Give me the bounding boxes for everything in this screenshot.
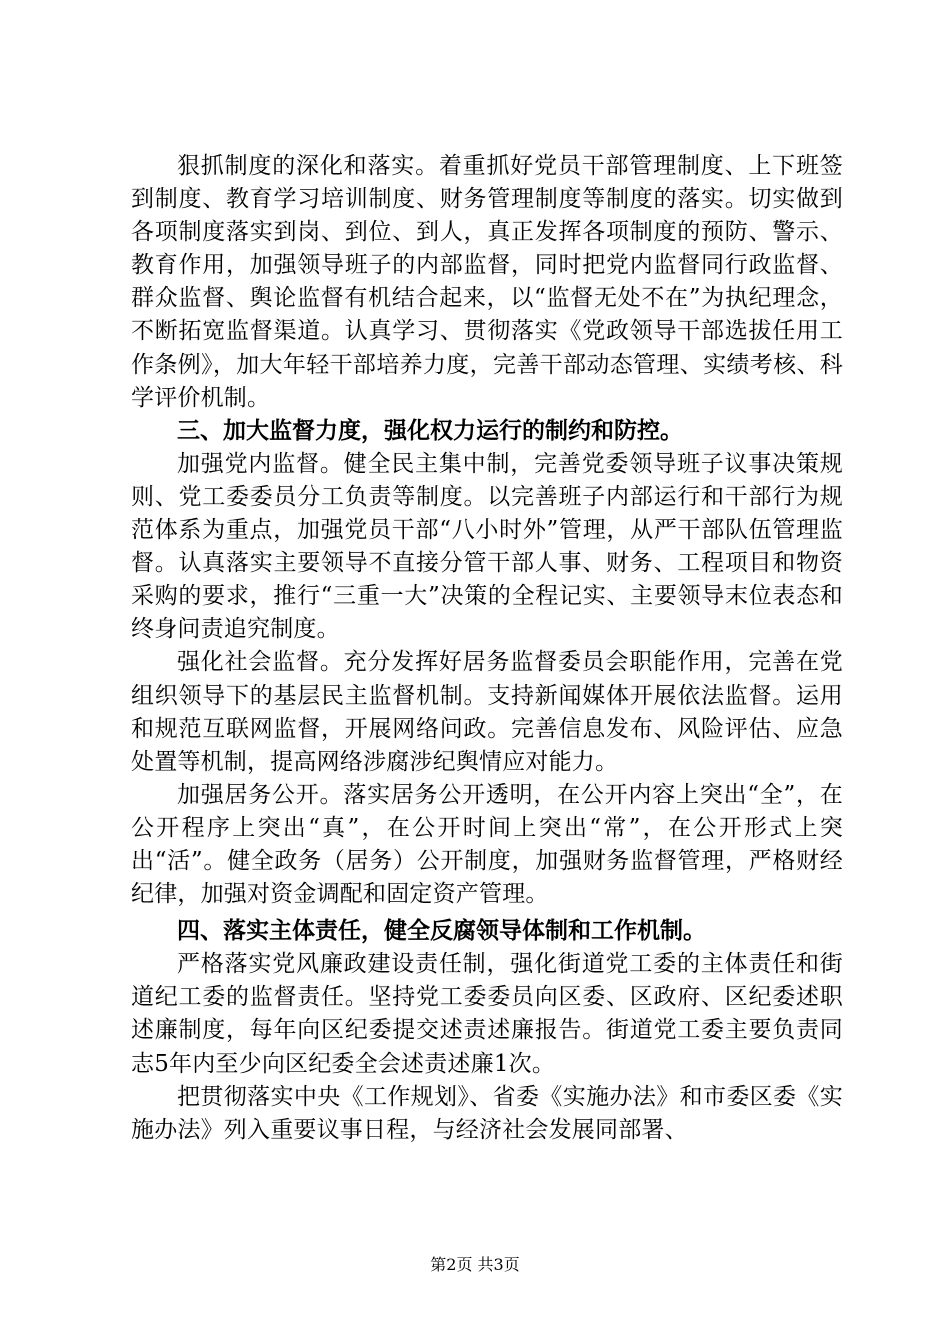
paragraph: 强化社会监督。充分发挥好居务监督委员会职能作用，完善在党组织领导下的基层民主监督机制。支持新闻媒体开展依法监督。运用和规范互联网监督，开展网络问政。完善信息发布、风险评估、应急处置等机制，提高网络涉腐涉纪舆情应对能力。 [131, 649, 843, 775]
section-heading: 四、落实主体责任，健全反腐领导体制和工作机制。 [177, 918, 706, 945]
paragraph: 加强党内监督。健全民主集中制，完善党委领导班子议事决策规则、党工委委员分工负责等制度。以完善班子内部运行和干部行为规范体系为重点，加强党员干部“八小时外”管理，从严干部队伍管理监督。认真落实主要领导不直接分管干部人事、财务、工程项目和物资采购的要求，推行“三重一大”决策的全程记实、主要领导末位表态和终身问责追究制度。 [131, 450, 843, 643]
paragraph: 狠抓制度的深化和落实。着重抓好党员干部管理制度、上下班签到制度、教育学习培训制度、财务管理制度等制度的落实。切实做到各项制度落实到岗、到位、到人，真正发挥各项制度的预防、警示、教育作用，加强领导班子的内部监督，同时把党内监督同行政监督、群众监督、舆论监督有机结合起来，以“监督无处不在”为执纪理念，不断拓宽监督渠道。认真学习、贯彻落实《党政领导干部选拔任用工作条例》，加大年轻干部培养力度，完善干部动态管理、实绩考核、科学评价机制。 [131, 153, 843, 411]
section-heading: 三、加大监督力度，强化权力运行的制约和防控。 [177, 417, 683, 444]
page-number-footer: 第2页 共3页 [430, 1255, 520, 1274]
document-body [131, 150, 843, 1147]
paragraph: 加强居务公开。落实居务公开透明，在公开内容上突出“全”，在公开程序上突出“真”，在公开时间上突出“常”，在公开形式上突出“活”。健全政务（居务）公开制度，加强财务监督管理，严格财经纪律，加强对资金调配和固定资产管理。 [131, 781, 843, 908]
paragraph: 把贯彻落实中央《工作规划》、省委《实施办法》和市委区委《实施办法》列入重要议事日程，与经济社会发展同部署、 [131, 1083, 843, 1143]
paragraph: 严格落实党风廉政建设责任制，强化街道党工委的主体责任和街道纪工委的监督责任。坚持党工委委员向区委、区政府、区纪委述职述廉制度，每年向区纪委提交述责述廉报告。街道党工委主要负责同志5年内至少向区纪委全会述责述廉1次。 [131, 951, 843, 1077]
